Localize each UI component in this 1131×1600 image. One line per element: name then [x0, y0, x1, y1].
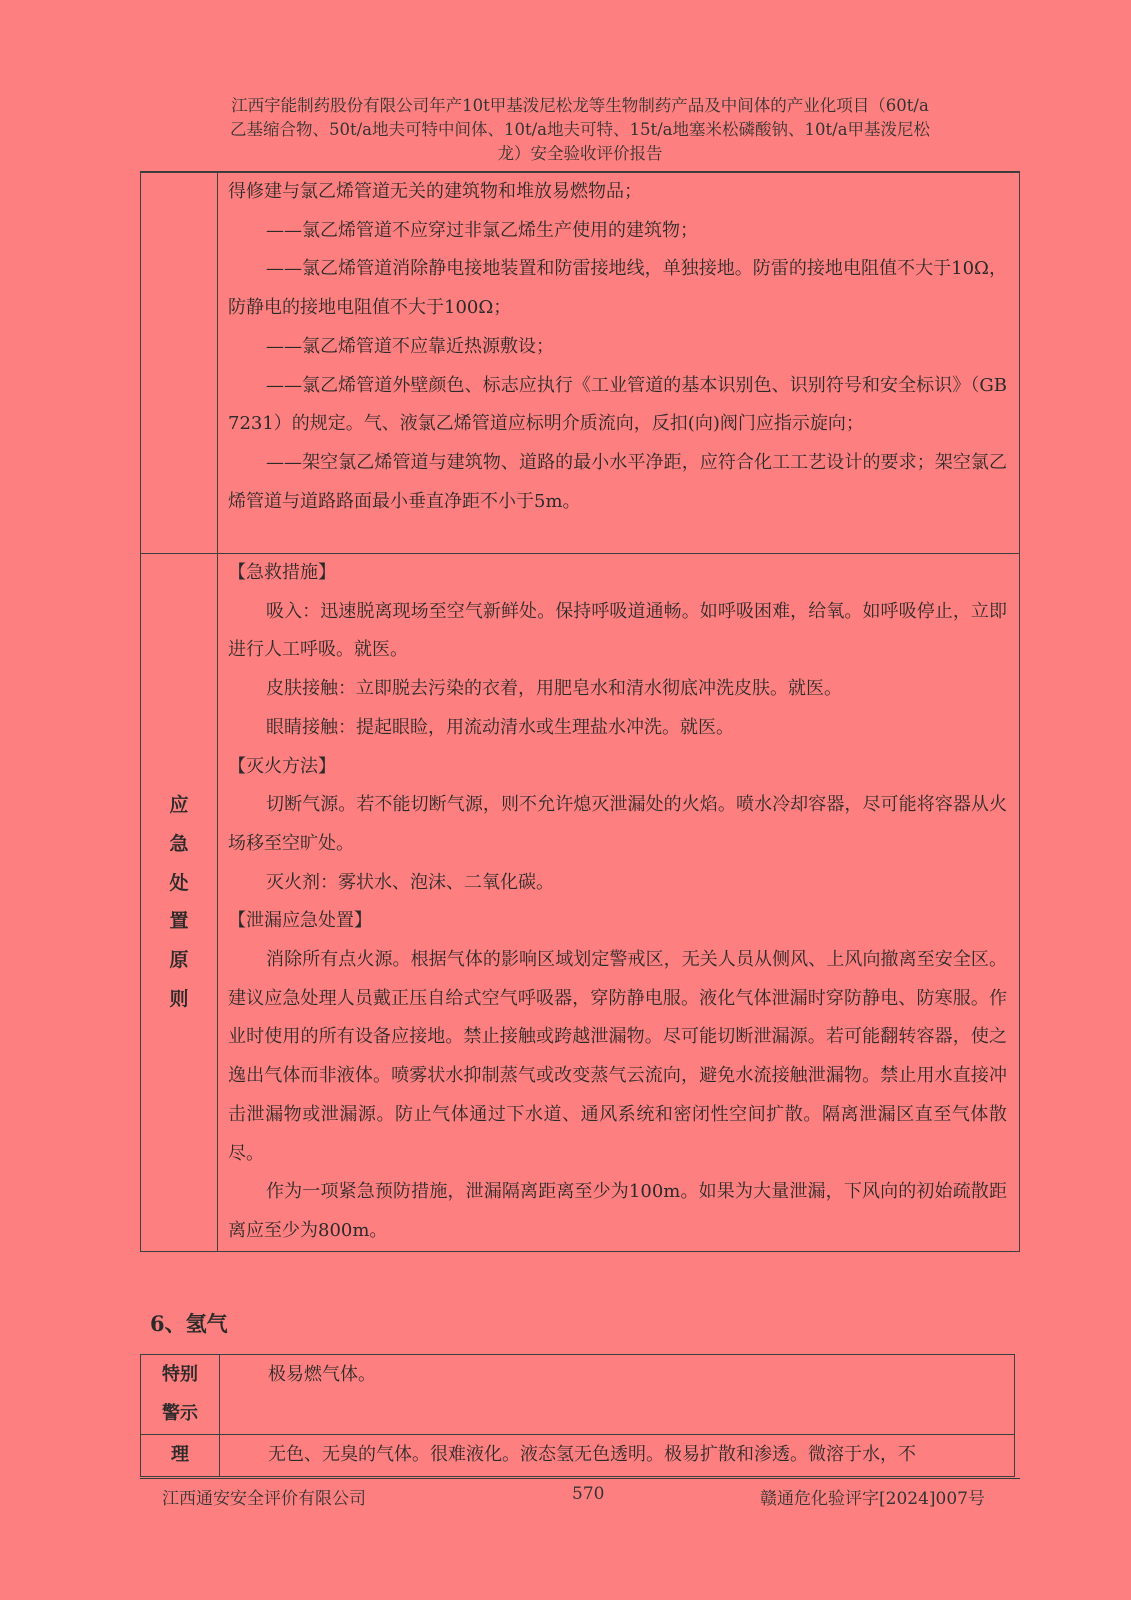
leak-response-heading: 【泄漏应急处置】 — [228, 910, 372, 932]
paragraph: ——氯乙烯管道不应靠近热源敷设； — [266, 335, 554, 357]
label-char: 则 — [169, 987, 189, 1010]
properties-text: 无色、无臭的气体。很难液化。液态氢无色透明。极易扩散和渗透。微溶于水，不 — [220, 1435, 1015, 1477]
table-row-emergency — [141, 554, 1020, 1252]
inhalation-text: 吸入：迅速脱离现场至空气新鲜处。保持呼吸道通畅。如呼吸困难，给氧。如呼吸停止，立即进行人工呼吸。就医。 — [228, 600, 1007, 661]
first-aid-heading: 【急救措施】 — [228, 562, 336, 583]
skin-contact-text: 皮肤接触：立即脱去污染的衣着，用肥皂水和清水彻底冲洗皮肤。就医。 — [266, 678, 842, 700]
label-char: 置 — [169, 910, 189, 933]
fire-fighting-heading: 【灭火方法】 — [228, 755, 336, 777]
properties-label: 理 — [141, 1435, 220, 1477]
label-char: 急 — [169, 832, 189, 855]
label-char: 应 — [169, 794, 189, 817]
paragraph: 得修建与氯乙烯管道无关的建筑物和堆放易燃物品； — [228, 181, 642, 202]
footer-document-number: 赣通危化验评字[2024]007号 — [760, 1489, 985, 1509]
emergency-principle-label — [141, 554, 218, 1252]
section-title-hydrogen: 6、氢气 — [150, 1311, 228, 1336]
table-row-pipeline — [141, 173, 1020, 554]
fire-method-text: 切断气源。若不能切断气源，则不允许熄灭泄漏处的火焰。喷水冷却容器，尽可能将容器从火场移至空旷处。 — [228, 794, 1007, 854]
label-char: 处 — [169, 871, 189, 894]
hydrogen-table — [140, 1354, 1015, 1477]
extinguishing-agent-text: 灭火剂：雾状水、泡沫、二氧化碳。 — [266, 871, 554, 893]
footer-page-number: 570 — [572, 1484, 605, 1504]
special-warning-text: 极易燃气体。 — [220, 1355, 1015, 1435]
emergency-content-cell — [218, 554, 1020, 1252]
hazard-table — [140, 172, 1020, 1252]
pipeline-requirements-cell — [218, 173, 1020, 554]
paragraph: ——氯乙烯管道不应穿过非氯乙烯生产使用的建筑物； — [266, 219, 698, 241]
paragraph: ——氯乙烯管道消除静电接地装置和防雷接地线，单独接地。防雷的接地电阻值不大于10Ω，防静电的接地电阻值不大于100Ω； — [228, 258, 1007, 319]
header-line-3: 龙）安全验收评价报告 — [497, 144, 663, 163]
paragraph: ——氯乙烯管道外壁颜色、标志应执行《工业管道的基本识别色、识别符号和安全标识》（GB 7231）的规定。气、液氯乙烯管道应标明介质流向，反扣(向)阀门应指示旋向； — [228, 374, 1007, 435]
leak-response-text: 消除所有点火源。根据气体的影响区域划定警戒区，无关人员从侧风、上风向撤离至安全区。建议应急处理人员戴正压自给式空气呼吸器，穿防静电服。液化气体泄漏时穿防静电、防寒服。作业时使用的所有设备应接地。禁止接触或跨越泄漏物。尽可能切断泄漏源。若可能翻转容器，使之逸出气体而非液体。喷雾状水抑制蒸气或改变蒸气云流向，避免水流接触泄漏物。禁止用水直接冲击泄漏物或泄漏源。防止气体通过下水道、通风系统和密闭性空间扩散。隔离泄漏区直至气体散尽。 — [228, 949, 1007, 1164]
table-row-properties — [141, 1435, 1015, 1477]
header-line-1: 江西宇能制药股份有限公司年产10t甲基泼尼松龙等生物制药产品及中间体的产业化项目（60t/a — [231, 96, 929, 115]
table-row-warning — [141, 1355, 1015, 1435]
label-char: 原 — [169, 949, 189, 972]
paragraph: ——架空氯乙烯管道与建筑物、道路的最小水平净距，应符合化工工艺设计的要求；架空氯乙烯管道与道路路面最小垂直净距不小于5m。 — [228, 451, 1007, 512]
eye-contact-text: 眼睛接触：提起眼睑，用流动清水或生理盐水冲洗。就医。 — [266, 716, 734, 738]
header-line-2: 乙基缩合物、50t/a地夫可特中间体、10t/a地夫可特、15t/a地塞米松磷酸钠、10t/a甲基泼尼松 — [229, 120, 931, 139]
page-header — [140, 94, 1020, 166]
footer-company: 江西通安安全评价有限公司 — [162, 1489, 366, 1509]
row-label-empty — [141, 173, 218, 554]
footer-rule — [140, 1478, 1020, 1479]
special-warning-label: 特别 警示 — [141, 1355, 220, 1435]
isolation-distance-text: 作为一项紧急预防措施，泄漏隔离距离至少为100m。如果为大量泄漏，下风向的初始疏散距离应至少为800m。 — [228, 1181, 1007, 1241]
